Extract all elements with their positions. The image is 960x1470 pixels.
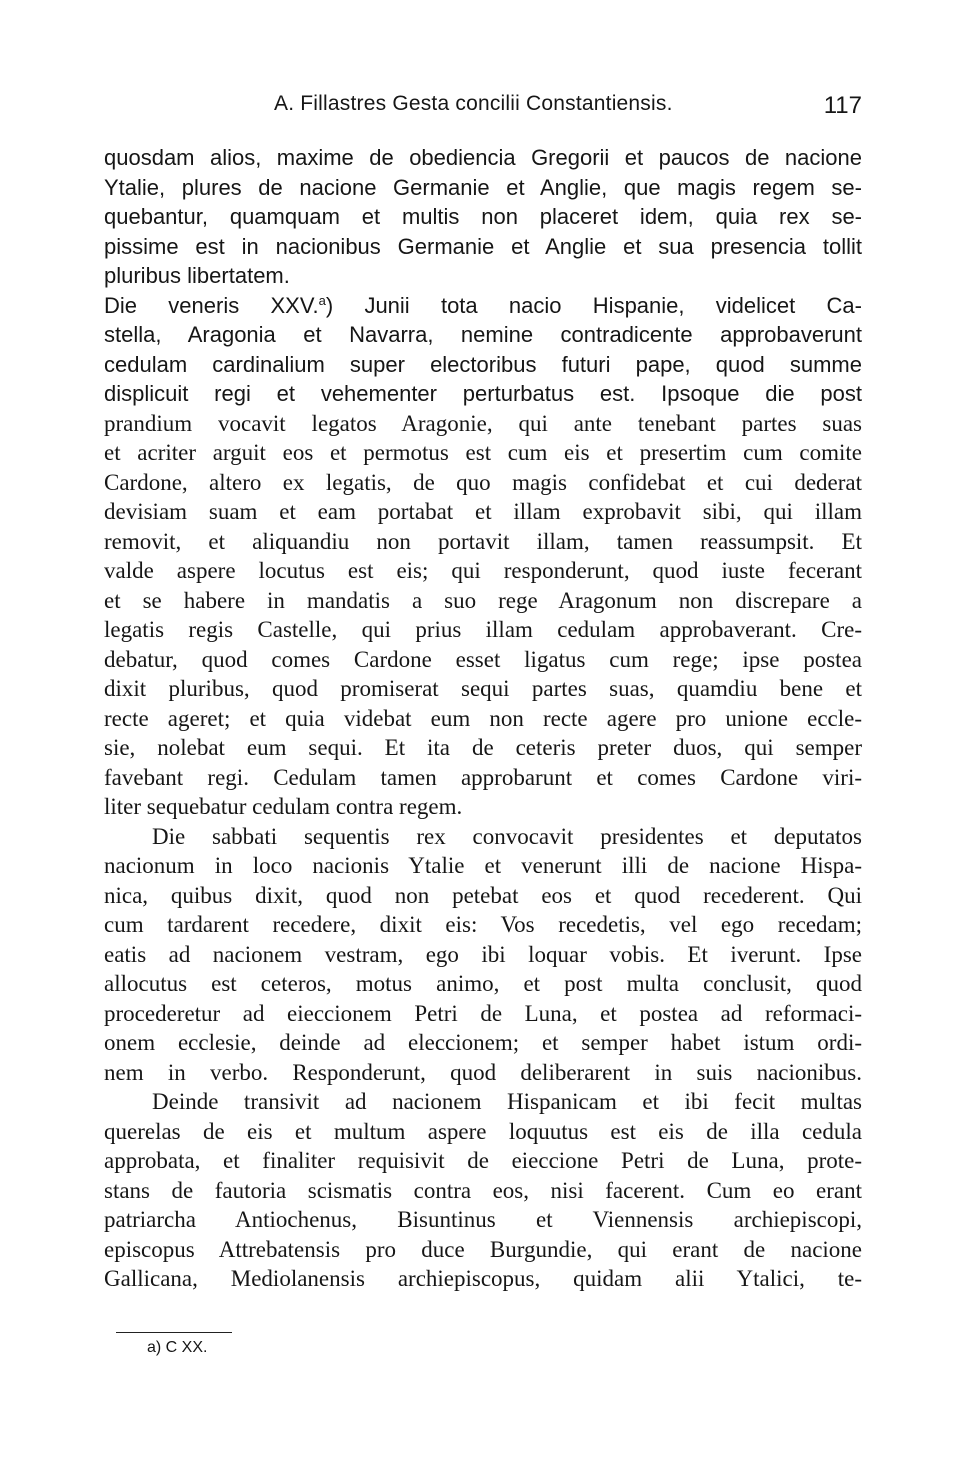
text-line: onem ecclesie, deinde ad eleccionem; et semper habet istum ordi- (104, 1030, 862, 1055)
text-line: patriarcha Antiochenus, Bisuntinus et Viennensis archiepiscopi, (104, 1207, 862, 1232)
body-text (104, 143, 862, 1294)
text-line: querelas de eis et multum aspere loquutus est eis de illa cedula (104, 1118, 862, 1144)
text-line: Die sabbati sequentis rex convocavit presidentes et deputatos (152, 823, 862, 849)
text-line: stans de fautoria scismatis contra eos, nisi facerent. Cum eo erant (104, 1177, 862, 1203)
text-line: quosdam alios, maxime de obediencia Gregorii et paucos de nacione (104, 145, 862, 170)
text-line-start: Die veneris XXV. (104, 292, 319, 318)
text-line: quebantur, quamquam et multis non placeret idem, quia rex se- (104, 204, 862, 229)
text-line: nacionum in loco nacionis Ytalie et venerunt illi de nacione Hispa- (104, 853, 862, 878)
running-title: A. Fillastres Gesta concilii Constantiensis. (274, 92, 673, 115)
text-line: cedulam cardinalium super electoribus futuri pape, quod summe (104, 351, 862, 377)
text-line: Ytalie, plures de nacione Germanie et Anglie, que magis regem se- (104, 174, 862, 200)
text-line: legatis regis Castelle, qui prius illam cedulam approbaverant. Cre- (104, 617, 862, 642)
footnote-marker: a (318, 292, 326, 308)
text-line: et acriter arguit eos et permotus est cum eis et presertim cum comite (104, 440, 862, 465)
text-line: dixit pluribus, quod promiserat sequi partes suas, quamdiu bene et (104, 676, 862, 701)
page-number: 117 (823, 92, 862, 119)
text-line: nica, quibus dixit, quod non petebat eos et quod recederent. Qui (104, 882, 862, 908)
text-line: pluribus libertatem. (104, 263, 290, 288)
text-line: allocutus est ceteros, motus animo, et post multa conclusit, quod (104, 971, 862, 996)
text-line-end: Junii tota nacio Hispanie, videlicet Ca- (364, 292, 862, 318)
text-line: Deinde transivit ad nacionem Hispanicam et ibi fecit multas (152, 1089, 862, 1114)
text-line: stella, Aragonia et Navarra, nemine contradicente approbaverunt (104, 322, 862, 347)
text-line: debatur, quod comes Cardone esset ligatus cum rege; ipse postea (104, 646, 862, 672)
text-line: approbata, et finaliter requisivit de eieccione Petri de Luna, prote- (104, 1148, 862, 1173)
text-line: cum tardarent recedere, dixit eis: Vos recedetis, vel ego recedam; (104, 912, 862, 937)
text-line: pissime est in nacionibus Germanie et Anglie et sua presencia tollit (104, 233, 862, 259)
text-line: valde aspere locutus est eis; qui responderunt, quod iuste fecerant (104, 558, 862, 583)
text-line: Die veneris XXV.$^a$) Junii tota nacio Hispanie, videlicet Ca- (104, 292, 862, 318)
footnote: a) C XX. (147, 1339, 208, 1356)
text-line: removit, et aliquandiu non portavit illam, tamen reassumpsit. Et (104, 528, 862, 554)
text-line: episcopus Attrebatensis pro duce Burgundie, qui erant de nacione (104, 1236, 862, 1262)
text-line: liter sequebatur cedulam contra regem. (104, 794, 463, 819)
text-line: Gallicana, Mediolanensis archiepiscopus, quidam alii Ytalici, te- (104, 1266, 862, 1291)
text-line: prandium vocavit legatos Aragonie, qui ante tenebant partes suas (104, 410, 862, 436)
footnote-rule (116, 1332, 232, 1333)
text-line: Cardone, altero ex legatis, de quo magis confidebat et cui dederat (104, 469, 862, 495)
text-line: favebant regi. Cedulam tamen approbarunt et comes Cardone viri- (104, 764, 862, 790)
running-head (104, 92, 862, 128)
text-line: eatis ad nacionem vestram, ego ibi loquar vobis. Et iverunt. Ipse (104, 941, 862, 967)
text-line: procederetur ad eieccionem Petri de Luna, et postea ad reformaci- (104, 1000, 862, 1026)
text-line: nem in verbo. Responderunt, quod deliberarent in suis nacionibus. (104, 1059, 862, 1085)
text-line: displicuit regi et vehementer perturbatus est. Ipsoque die post (104, 381, 862, 406)
text-line: sie, nolebat eum sequi. Et ita de ceteris preter duos, qui semper (104, 735, 862, 760)
text-line: devisiam suam et eam portabat et illam exprobavit sibi, qui illam (104, 499, 862, 524)
text-line: et se habere in mandatis a suo rege Aragonum non discrepare a (104, 587, 862, 613)
text-line: recte ageret; et quia videbat eum non recte agere pro unione eccle- (104, 705, 862, 731)
